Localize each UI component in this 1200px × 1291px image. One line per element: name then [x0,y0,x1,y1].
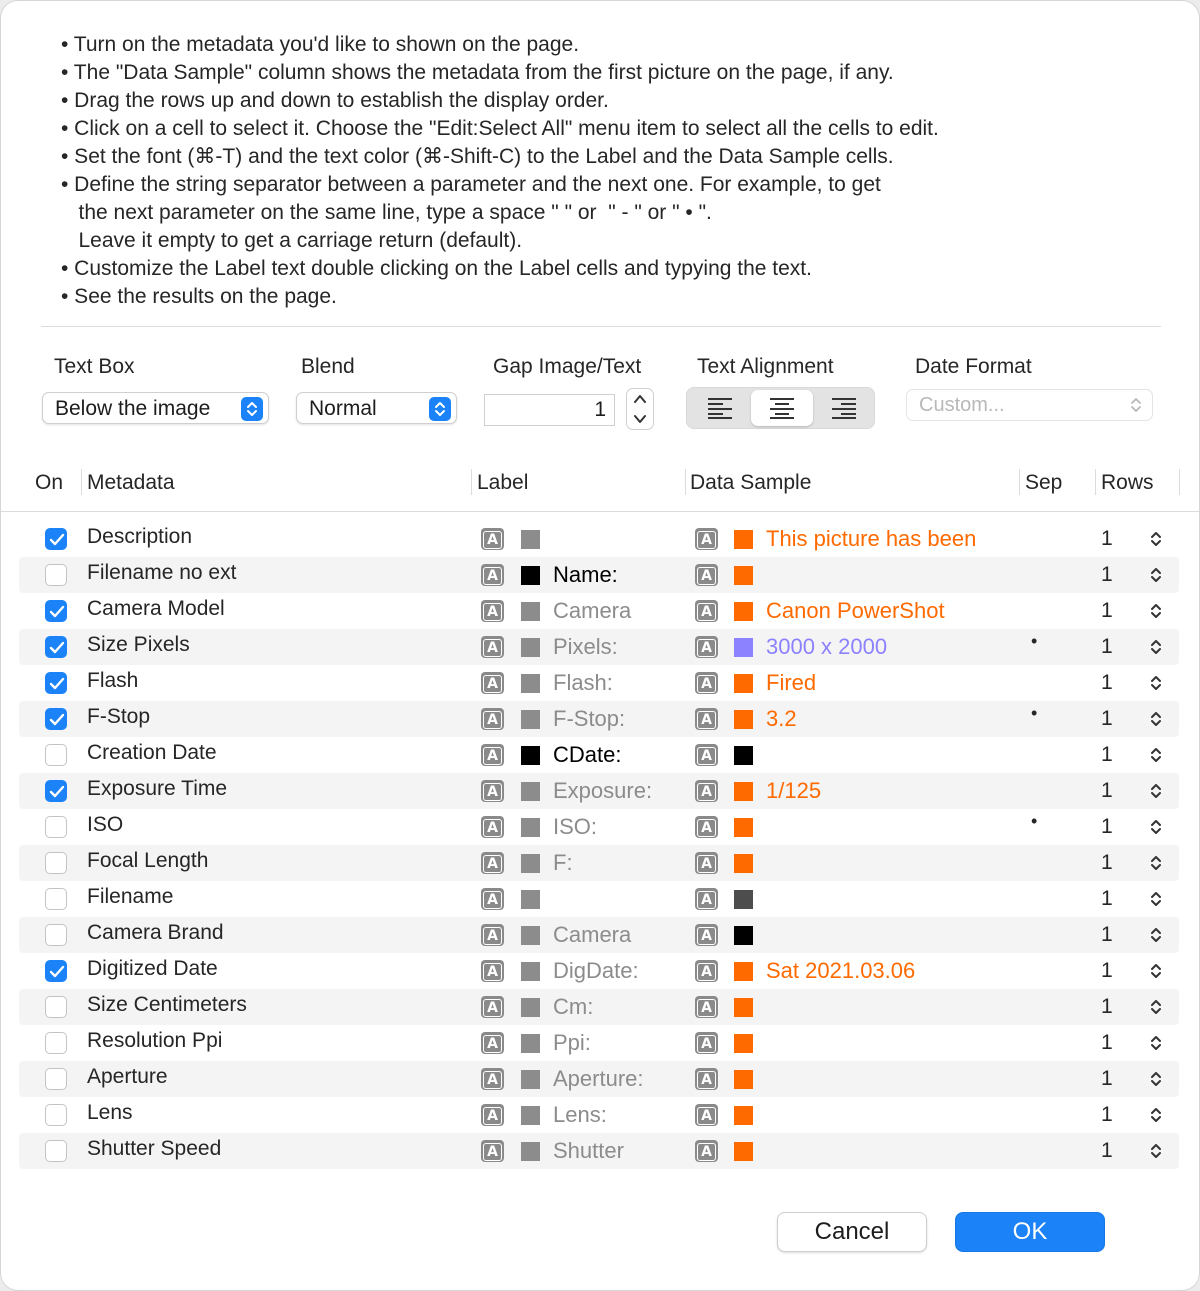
table-row[interactable] [19,665,1179,701]
data-font-icon[interactable]: A [695,960,718,982]
rows-stepper-icon[interactable] [1149,601,1163,626]
data-font-icon[interactable]: A [695,996,718,1018]
table-row[interactable] [19,629,1179,665]
data-color-swatch[interactable] [734,854,753,873]
table-row[interactable] [19,845,1179,881]
column-divider [81,469,82,495]
divider [41,326,1161,327]
label-font-icon[interactable]: A [481,672,504,694]
instruction-line: the next parameter on the same line, type a space " " or " - " or " • ". [61,201,712,224]
label-color-swatch[interactable] [521,998,540,1017]
rows-value[interactable]: 1 [1101,527,1113,550]
rows-stepper-icon[interactable] [1149,817,1163,842]
metadata-name: Digitized Date [87,957,218,980]
data-font-icon[interactable]: A [695,1140,718,1162]
label-cell[interactable]: Lens: [553,1102,607,1127]
metadata-name: F-Stop [87,705,151,728]
blend-popup[interactable] [296,392,457,424]
checkmark-icon [49,677,65,691]
rows-stepper-icon[interactable] [1149,925,1163,950]
table-row[interactable] [19,989,1179,1025]
label-color-swatch[interactable] [521,1142,540,1161]
table-row[interactable] [19,557,1179,593]
label-font-icon[interactable]: A [481,1140,504,1162]
rows-stepper-icon[interactable] [1149,709,1163,734]
data-font-icon[interactable]: A [695,816,718,838]
column-divider [1095,469,1096,495]
on-checkbox[interactable] [45,1068,67,1090]
label-color-swatch[interactable] [521,566,540,585]
metadata-name: Filename no ext [87,561,237,584]
column-divider [685,469,686,495]
label-font-icon[interactable]: A [481,1104,504,1126]
on-checkbox[interactable] [45,780,67,802]
table-row[interactable] [19,1097,1179,1133]
metadata-name: Camera Model [87,597,225,620]
label-cell[interactable]: DigDate: [553,958,639,983]
rows-value[interactable]: 1 [1101,779,1113,802]
instruction-line: • Turn on the metadata you'd like to shown on the page. [61,33,580,56]
rows-value[interactable]: 1 [1101,635,1113,658]
data-color-swatch[interactable] [734,1106,753,1125]
label-font-icon[interactable]: A [481,564,504,586]
data-font-icon[interactable]: A [695,744,718,766]
label-color-swatch[interactable] [521,782,540,801]
rows-value[interactable]: 1 [1101,671,1113,694]
label-color-swatch[interactable] [521,674,540,693]
cancel-button[interactable]: Cancel [777,1212,927,1252]
on-checkbox[interactable] [45,744,67,766]
data-color-swatch[interactable] [734,746,753,765]
rows-value[interactable]: 1 [1101,1103,1113,1126]
on-checkbox[interactable] [45,816,67,838]
text-alignment-label: Text Alignment [697,355,834,378]
rows-stepper-icon[interactable] [1149,1069,1163,1094]
text-box-popup[interactable] [42,392,269,424]
on-checkbox[interactable] [45,852,67,874]
data-font-icon[interactable]: A [695,1032,718,1054]
data-sample-cell[interactable]: This picture has been [766,526,977,551]
rows-stepper-icon[interactable] [1149,889,1163,914]
data-font-icon[interactable]: A [695,852,718,874]
data-sample-cell[interactable]: Canon PowerShot [766,598,945,623]
label-font-icon[interactable]: A [481,708,504,730]
metadata-name: Shutter Speed [87,1137,222,1160]
label-color-swatch[interactable] [521,530,540,549]
col-sep[interactable]: Sep [1025,471,1063,494]
blend-value: Normal [309,397,377,420]
date-format-placeholder: Custom... [919,394,1005,416]
instruction-line: • Define the string separator between a parameter and the next one. For example, to get [61,173,881,196]
gap-input[interactable]: 1 [484,394,615,426]
table-row[interactable] [19,881,1179,917]
data-sample-cell[interactable]: Fired [766,670,817,695]
label-font-icon[interactable]: A [481,744,504,766]
gap-label: Gap Image/Text [493,355,642,378]
stepper-down-icon[interactable] [627,409,653,429]
rows-value[interactable]: 1 [1101,1139,1113,1162]
align-left-button[interactable] [689,390,751,426]
metadata-name: Focal Length [87,849,209,872]
sep-cell[interactable]: • [1031,811,1038,831]
table-header [1,463,1199,512]
data-font-icon[interactable]: A [695,636,718,658]
on-checkbox[interactable] [45,1140,67,1162]
data-color-swatch[interactable] [734,1034,753,1053]
rows-value[interactable]: 1 [1101,1067,1113,1090]
rows-stepper-icon[interactable] [1149,745,1163,770]
on-checkbox[interactable] [45,708,67,730]
rows-stepper-icon[interactable] [1149,997,1163,1022]
on-checkbox[interactable] [45,636,67,658]
table-row[interactable] [19,1133,1179,1169]
instruction-line: • The "Data Sample" column shows the metadata from the first picture on the page, if any. [61,61,894,84]
data-sample-cell[interactable]: 3.2 [766,706,797,731]
on-checkbox[interactable] [45,564,67,586]
metadata-name: Aperture [87,1065,168,1088]
label-color-swatch[interactable] [521,1034,540,1053]
data-font-icon[interactable]: A [695,528,718,550]
label-font-icon[interactable]: A [481,960,504,982]
data-color-swatch[interactable] [734,962,753,981]
label-font-icon[interactable]: A [481,780,504,802]
data-color-swatch[interactable] [734,926,753,945]
checkmark-icon [49,605,65,619]
metadata-name: Exposure Time [87,777,228,800]
label-cell[interactable]: Name: [553,562,618,587]
data-color-swatch[interactable] [734,1070,753,1089]
data-sample-cell[interactable]: Sat 2021.03.06 [766,958,916,983]
label-cell[interactable]: Flash: [553,670,613,695]
rows-value[interactable]: 1 [1101,1031,1113,1054]
label-font-icon[interactable]: A [481,924,504,946]
col-metadata[interactable]: Metadata [87,471,175,494]
sep-cell[interactable]: • [1031,703,1038,723]
on-checkbox[interactable] [45,528,67,550]
on-checkbox[interactable] [45,888,67,910]
data-color-swatch[interactable] [734,1142,753,1161]
rows-stepper-icon[interactable] [1149,1105,1163,1130]
table-row[interactable] [19,809,1179,845]
column-divider [1179,469,1180,495]
on-checkbox[interactable] [45,924,67,946]
table-row[interactable] [19,521,1179,557]
label-color-swatch[interactable] [521,926,540,945]
data-color-swatch[interactable] [734,602,753,621]
date-format-label: Date Format [915,355,1032,378]
on-checkbox[interactable] [45,960,67,982]
rows-value[interactable]: 1 [1101,959,1113,982]
data-color-swatch[interactable] [734,530,753,549]
label-cell[interactable]: Exposure: [553,778,653,803]
data-sample-cell[interactable]: 1/125 [766,778,822,803]
table-row[interactable] [19,701,1179,737]
text-box-label: Text Box [54,355,135,378]
label-color-swatch[interactable] [521,602,540,621]
align-left-icon [707,397,733,419]
table-row[interactable] [19,1061,1179,1097]
text-box-value: Below the image [55,397,211,420]
on-checkbox[interactable] [45,672,67,694]
rows-value[interactable]: 1 [1101,887,1113,910]
metadata-name: Lens [87,1101,133,1124]
metadata-name: Creation Date [87,741,217,764]
label-font-icon[interactable]: A [481,600,504,622]
label-cell[interactable]: Ppi: [553,1030,591,1055]
on-checkbox[interactable] [45,1104,67,1126]
instruction-line: • Click on a cell to select it. Choose the "Edit:Select All" menu item to select all the cells to edit. [61,117,939,140]
instruction-line: • Customize the Label text double clicking on the Label cells and typying the text. [61,257,812,280]
data-color-swatch[interactable] [734,818,753,837]
data-font-icon[interactable]: A [695,1068,718,1090]
data-color-swatch[interactable] [734,674,753,693]
label-cell[interactable]: Pixels: [553,634,618,659]
ok-button[interactable]: OK [955,1212,1105,1252]
align-center-button[interactable] [751,390,813,426]
metadata-name: Size Pixels [87,633,190,656]
date-format-popup[interactable] [906,389,1153,421]
data-color-swatch[interactable] [734,998,753,1017]
data-color-swatch[interactable] [734,638,753,657]
metadata-name: Camera Brand [87,921,224,944]
data-color-swatch[interactable] [734,782,753,801]
data-font-icon[interactable]: A [695,780,718,802]
label-cell[interactable]: CDate: [553,742,622,767]
label-color-swatch[interactable] [521,1106,540,1125]
column-divider [471,469,472,495]
rows-stepper-icon[interactable] [1149,637,1163,662]
checkmark-icon [49,641,65,655]
label-color-swatch[interactable] [521,854,540,873]
checkmark-icon [49,785,65,799]
label-cell[interactable]: F-Stop: [553,706,626,731]
metadata-name: Description [87,525,193,548]
label-cell[interactable]: Aperture: [553,1066,644,1091]
metadata-name: Flash [87,669,139,692]
label-font-icon[interactable]: A [481,996,504,1018]
data-color-swatch[interactable] [734,890,753,909]
text-alignment-segmented [686,387,875,429]
data-font-icon[interactable]: A [695,924,718,946]
label-cell[interactable]: Camera [553,598,632,623]
instruction-line: • Drag the rows up and down to establish the display order. [61,89,609,112]
instructions [61,31,1161,311]
label-color-swatch[interactable] [521,890,540,909]
label-font-icon[interactable]: A [481,528,504,550]
label-cell[interactable]: ISO: [553,814,598,839]
stepper-up-icon[interactable] [627,389,653,409]
data-color-swatch[interactable] [734,710,753,729]
label-color-swatch[interactable] [521,638,540,657]
rows-stepper-icon[interactable] [1149,853,1163,878]
rows-value[interactable]: 1 [1101,743,1113,766]
rows-value[interactable]: 1 [1101,995,1113,1018]
checkmark-icon [49,533,65,547]
data-font-icon[interactable]: A [695,1104,718,1126]
instruction-line: Leave it empty to get a carriage return (default). [61,229,523,252]
label-font-icon[interactable]: A [481,1032,504,1054]
label-font-icon[interactable]: A [481,888,504,910]
label-color-swatch[interactable] [521,710,540,729]
col-on[interactable]: On [35,471,64,494]
label-color-swatch[interactable] [521,962,540,981]
chevron-updown-icon [429,397,451,421]
on-checkbox[interactable] [45,996,67,1018]
rows-stepper-icon[interactable] [1149,529,1163,554]
rows-value[interactable]: 1 [1101,851,1113,874]
data-font-icon[interactable]: A [695,708,718,730]
data-color-swatch[interactable] [734,566,753,585]
data-font-icon[interactable]: A [695,672,718,694]
data-sample-cell[interactable]: 3000 x 2000 [766,634,888,659]
label-cell[interactable]: F: [553,850,573,875]
table-row[interactable] [19,773,1179,809]
label-color-swatch[interactable] [521,1070,540,1089]
blend-label: Blend [301,355,355,378]
table-row[interactable] [19,917,1179,953]
label-font-icon[interactable]: A [481,1068,504,1090]
rows-stepper-icon[interactable] [1149,1033,1163,1058]
label-font-icon[interactable]: A [481,852,504,874]
on-checkbox[interactable] [45,600,67,622]
on-checkbox[interactable] [45,1032,67,1054]
label-cell[interactable]: Cm: [553,994,594,1019]
chevron-updown-icon [1130,396,1142,414]
rows-value[interactable]: 1 [1101,707,1113,730]
metadata-name: ISO [87,813,124,836]
rows-stepper-icon[interactable] [1149,781,1163,806]
data-font-icon[interactable]: A [695,600,718,622]
label-font-icon[interactable]: A [481,816,504,838]
chevron-updown-icon [241,397,263,421]
instruction-line: • Set the font (⌘-T) and the text color (⌘-Shift-C) to the Label and the Data Sample cells. [61,145,894,168]
label-font-icon[interactable]: A [481,636,504,658]
checkmark-icon [49,965,65,979]
column-divider [1019,469,1020,495]
rows-stepper-icon[interactable] [1149,1141,1163,1166]
table-row[interactable] [19,1025,1179,1061]
sep-cell[interactable]: • [1031,631,1038,651]
align-right-button[interactable] [813,390,875,426]
rows-stepper-icon[interactable] [1149,673,1163,698]
rows-value[interactable]: 1 [1101,563,1113,586]
data-font-icon[interactable]: A [695,564,718,586]
rows-value[interactable]: 1 [1101,599,1113,622]
instruction-line: • See the results on the page. [61,285,337,308]
rows-stepper-icon[interactable] [1149,565,1163,590]
table-row[interactable] [19,593,1179,629]
label-color-swatch[interactable] [521,746,540,765]
rows-stepper-icon[interactable] [1149,961,1163,986]
col-label[interactable]: Label [477,471,529,494]
data-font-icon[interactable]: A [695,888,718,910]
rows-value[interactable]: 1 [1101,815,1113,838]
metadata-name: Resolution Ppi [87,1029,223,1052]
checkmark-icon [49,713,65,727]
table-row[interactable] [19,953,1179,989]
metadata-name: Size Centimeters [87,993,247,1016]
metadata-name: Filename [87,885,174,908]
label-cell[interactable]: Camera [553,922,632,947]
col-data-sample[interactable]: Data Sample [690,471,812,494]
label-color-swatch[interactable] [521,818,540,837]
align-center-icon [769,397,795,419]
align-right-icon [831,397,857,419]
table-row[interactable] [19,737,1179,773]
gap-stepper[interactable] [626,388,654,430]
label-cell[interactable]: Shutter [553,1138,624,1163]
col-rows[interactable]: Rows [1101,471,1154,494]
rows-value[interactable]: 1 [1101,923,1113,946]
